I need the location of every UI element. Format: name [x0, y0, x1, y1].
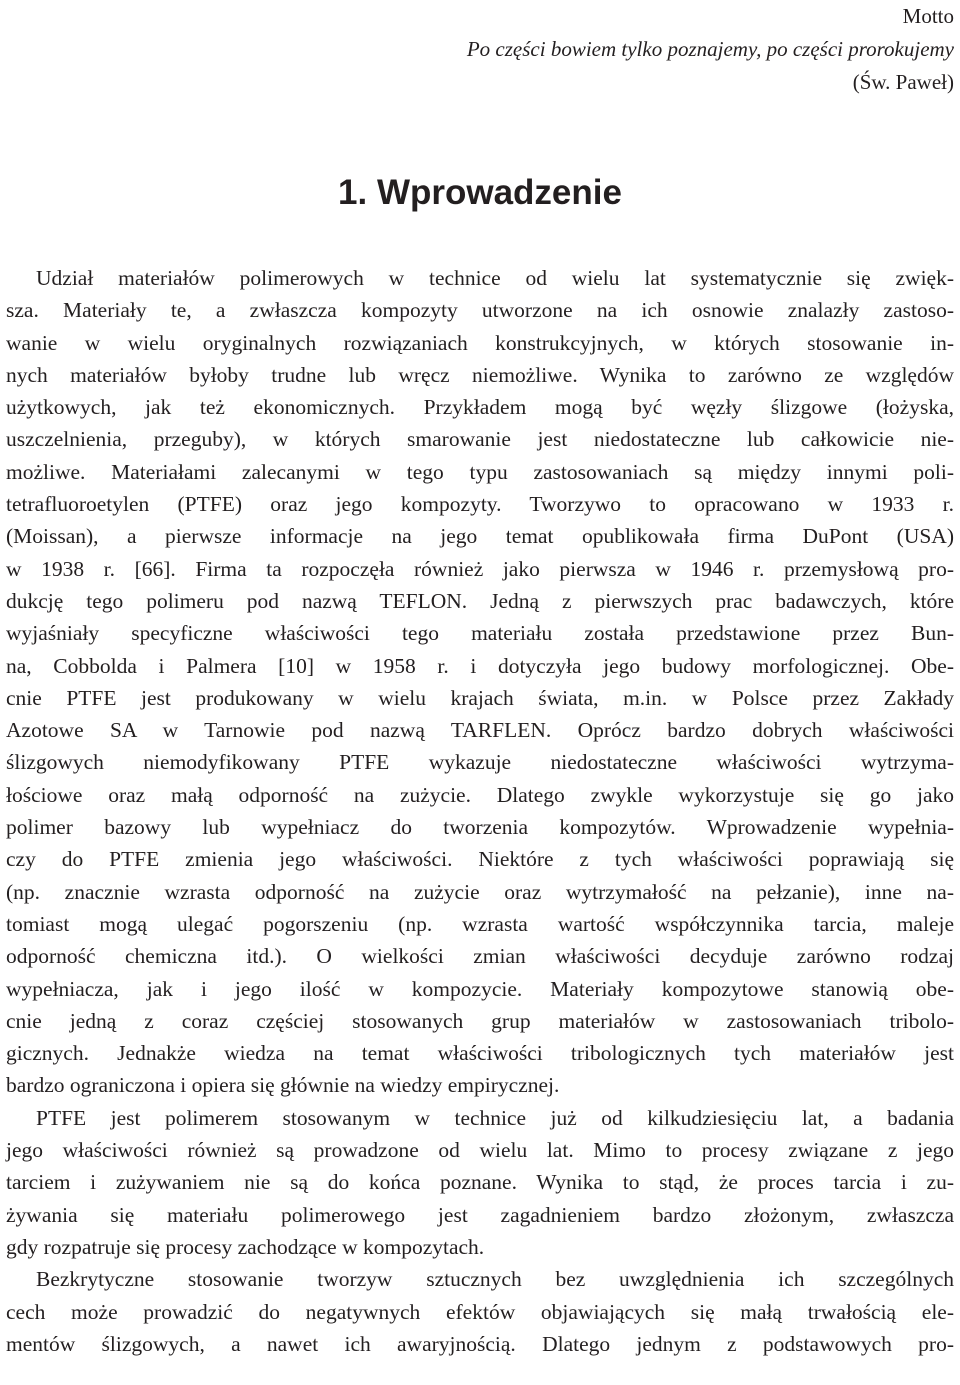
text-line: gdy rozpatruje się procesy zachodzące w kompozytach.: [6, 1234, 485, 1259]
text-line: Bezkrytyczne stosowanie tworzyw sztucznych bez uwzględnienia ich szczególnych: [36, 1267, 954, 1292]
text-line: łościowe oraz małą odporność na zużycie. Dlatego zwykle wykorzystuje się go jako: [6, 782, 954, 807]
motto-label: Motto: [902, 4, 954, 28]
text-line: na, Cobbolda i Palmera [10] w 1958 r. i dotyczyła jego budowy morfologicznej. Obe-: [6, 653, 954, 678]
text-line: czy do PTFE zmienia jego właściwości. Niektóre z tych właściwości poprawiają się: [6, 847, 954, 872]
text-line: żywania się materiału polimerowego jest zagadnieniem bardzo złożonym, zwłaszcza: [6, 1202, 954, 1227]
paragraph-3: [6, 1263, 954, 1360]
text-line: bardzo ograniczona i opiera się głównie na wiedzy empirycznej.: [6, 1073, 560, 1098]
text-line: Azotowe SA w Tarnowie pod nazwą TARFLEN. Oprócz bardzo dobrych właściwości: [6, 718, 954, 743]
motto-author: (Św. Paweł): [852, 70, 954, 94]
text-line: nych materiałów byłoby trudne lub wręcz niemożliwe. Wynika to zarówno ze względów: [6, 362, 954, 387]
text-line: dukcję tego polimeru pod nazwą TEFLON. Jedną z pierwszych prac badawczych, które: [6, 588, 954, 613]
text-line: tomiast mogą ulegać pogorszeniu (np. wzrasta wartość współczynnika tarcia, maleje: [6, 911, 954, 936]
text-line: możliwe. Materiałami zalecanymi w tego typu zastosowaniach są między innymi poli-: [6, 459, 954, 484]
text-line: użytkowych, jak też ekonomicznych. Przykładem mogą być węzły ślizgowe (łożyska,: [6, 395, 954, 420]
text-line: uszczelnienia, przeguby), w których smarowanie jest niedostateczne lub całkowicie nie-: [6, 427, 954, 452]
text-line: sza. Materiały te, a zwłaszcza kompozyty utworzone na ich osnowie znalazły zastoso-: [6, 298, 954, 323]
text-line: w 1938 r. [66]. Firma ta rozpoczęła również jako pierwsza w 1946 r. przemysłową pro-: [6, 556, 954, 581]
text-line: Udział materiałów polimerowych w technice od wielu lat systematycznie się zwięk-: [36, 266, 954, 290]
text-line: cech może prowadzić do negatywnych efektów objawiających się małą trwałością ele-: [6, 1299, 954, 1324]
text-line: cnie PTFE jest produkowany w wielu krajach świata, m.in. w Polsce przez Zakłady: [6, 685, 954, 710]
paragraph-2: [6, 1102, 954, 1263]
text-line: wanie w wielu oryginalnych rozwiązaniach konstrukcyjnych, w których stosowanie in-: [6, 330, 954, 355]
text-line: wypełniacza, jak i jego ilość w kompozycie. Materiały kompozytowe stanowią obe-: [6, 976, 954, 1001]
text-line: jego właściwości również są prowadzone od wielu lat. Mimo to procesy związane z jego: [6, 1138, 954, 1163]
text-line: odporność chemiczna itd.). O wielkości zmian właściwości decyduje zarówno rodzaj: [6, 944, 954, 969]
body-text: [6, 262, 954, 1360]
text-line: mentów ślizgowych, a nawet ich awaryjnością. Dlatego jednym z podstawowych pro-: [6, 1331, 954, 1356]
text-line: (Moissan), a pierwsze informacje na jego temat opublikowała firma DuPont (USA): [6, 524, 954, 549]
paragraph-1: [6, 262, 954, 1102]
text-line: wyjaśniały specyficzne właściwości tego materiału została przedstawione przez Bun-: [6, 621, 954, 646]
motto-quote: Po części bowiem tylko poznajemy, po części prorokujemy: [466, 37, 954, 61]
text-line: polimer bazowy lub wypełniacz do tworzenia kompozytów. Wprowadzenie wypełnia-: [6, 815, 954, 840]
text-line: (np. znacznie wzrasta odporność na zużycie oraz wytrzymałość na pełzanie), inne na-: [6, 879, 954, 904]
text-line: cnie jedną z coraz częściej stosowanych grup materiałów w zastosowaniach tribolo-: [6, 1008, 954, 1033]
text-line: gicznych. Jednakże wiedza na temat właściwości tribologicznych tych materiałów jest: [6, 1041, 954, 1066]
motto-block: [467, 0, 954, 99]
chapter-heading: 1. Wprowadzenie: [338, 173, 622, 212]
text-line: tarciem i zużywaniem nie są do końca poznane. Wynika to stąd, że proces tarcia i zu-: [6, 1170, 954, 1195]
text-line: ślizgowych niemodyfikowany PTFE wykazuje niedostateczne właściwości wytrzyma-: [6, 750, 954, 775]
text-line: tetrafluoroetylen (PTFE) oraz jego kompozyty. Tworzywo to opracowano w 1933 r.: [6, 492, 954, 517]
text-line: PTFE jest polimerem stosowanym w technice już od kilkudziesięciu lat, a badania: [36, 1105, 954, 1130]
